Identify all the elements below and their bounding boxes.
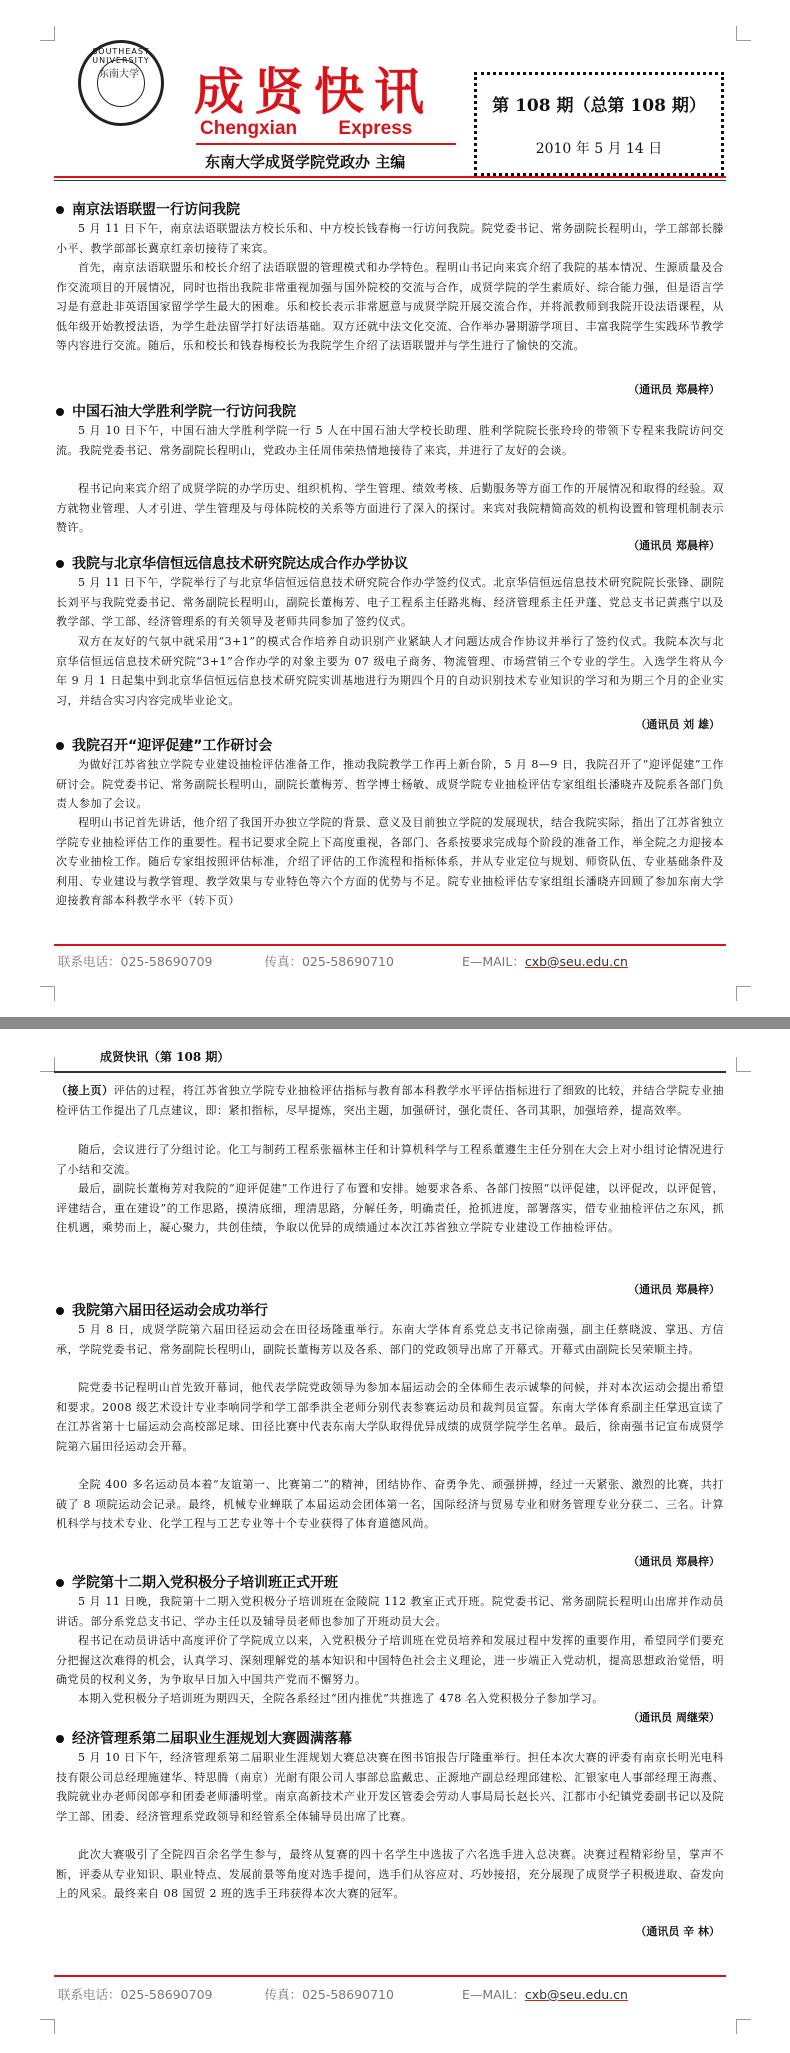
byline: （通讯员 郑晨梓） [628, 539, 720, 552]
issue-number: 第 108 期（总第 108 期） [492, 96, 706, 116]
article-paragraph: 首先，南京法语联盟乐和校长介绍了法语联盟的管理模式和办学特色。程明山书记向来宾介绍了我院的基本情况、生源质量及合作交流项目的开展情况，同时也指出我院非常重视加强与国外院校的交流与合作，成贤学院的学生素质好、综合能力强，但是语言学习是有意赴非英语国家留学学生最大的困难。乐和校长表示非常愿意与成贤学院开展交流合作，并将派教师到我院开设法语课程，从低年级开始教授法语，为学生赴法留学打好法语基础。双方还就中法文化交流、合作举办暑期游学项目、丰富我院学生实践环节教学等内容进行交流。随后，乐和校长和钱春梅校长为我院学生介绍了法语联盟并与学生进行了愉快的交流。 [56, 261, 724, 352]
article-paragraph: 5 月 11 日晚，我院第十二期入党积极分子培训班在金陵院 112 教室正式开班。院党委书记、常务副院长程明山出席并作动员讲话。部分系党总支书记、学办主任以及辅导员老师也参加了开班动员大会。 [56, 1595, 724, 1628]
margin-mark [736, 986, 751, 1001]
header-red-rule [54, 176, 726, 178]
seal-text: SOUTHEAST UNIVERSITY [92, 47, 150, 65]
footer-email-label: E—MAIL： [461, 954, 525, 969]
article-paragraph: 5 月 11 日下午，南京法语联盟法方校长乐和、中方校长钱春梅一行访问我院。院党委书记、常务副院长程明山，学工部部长滕小平、教学部部长冀京红亲切接待了来宾。 [56, 222, 724, 255]
header-rule [54, 1071, 726, 1073]
article-paragraph: 双方在友好的气氛中就采用“3+1”的模式合作培养自动识别产业紧缺人才问题达成合作协议并举行了签约仪式。我院本次与北京华信恒远信息技术研究院“3+1”合作办学的对象主要为 07 级电子商务、物流管理、市场营销三个专业的学生。入选学生将从今年 9 月 1 日起集中到北京华信恒远信息技术研究院实训基地进行为期四个月的自动识别技术专业知识的学习和为期三个月的企业实习，并结合实习内容完成毕业论文。 [56, 635, 724, 707]
article-paragraph: 此次大赛吸引了全院四百余名学生参与，最终从复赛的四十名学生中选拔了六名选手进入总决赛。决赛过程精彩纷呈，掌声不断，评委从专业知识、职业特点、发展前景等角度对选手提问，选手们从容应对、巧妙接招，充分展现了成贤学子积极进取、奋发向上的风采。最终来自 08 国贸 2 班的选手王玮获得本次大赛的冠军。 [56, 1848, 724, 1900]
footer-email-link[interactable]: cxb@seu.edu.cn [524, 1987, 628, 2002]
footer-red-rule [54, 944, 726, 946]
article-paragraph: （接上页）评估的过程，将江苏省独立学院专业抽检评估指标与教育部本科教学水平评估指标进行了细致的比较，并结合学院专业抽检评估工作提出了几点建议，即：紧扣指标，尽早提炼，突出主题，加强研讨，强化责任、各司其职，加强培养，提高效率。 [56, 1084, 725, 1117]
continued-label: （接上页） [56, 1084, 114, 1097]
article-title: 南京法语联盟一行访问我院 [56, 199, 240, 219]
article-paragraph: 程书记向来宾介绍了成贤学院的办学历史、组织机构、学生管理、绩效考核、后勤服务等方面工作的开展情况和取得的经验。双方就物业管理、人才引进、学生管理及与母体院校的关系等方面进行了深入的探讨。来宾对我院精简高效的机构设置和管理机制表示赞许。 [56, 482, 724, 534]
page-one [0, 0, 790, 1017]
byline: （通讯员 辛 林） [635, 1925, 720, 1938]
margin-mark [736, 26, 751, 41]
footer-phone: 联系电话：025-58690709 [58, 954, 213, 969]
footer-red-rule [54, 1975, 726, 1977]
masthead-title: 成贤快讯 [194, 63, 434, 121]
margin-mark [736, 1057, 751, 1072]
bullet-icon [56, 1307, 64, 1315]
bullet-icon [56, 408, 64, 416]
seal-cn-text: 东南大学 [99, 69, 139, 80]
margin-mark [40, 26, 55, 41]
margin-mark [40, 2019, 55, 2034]
footer-fax: 传真：025-58690710 [264, 954, 394, 969]
byline: （通讯员 周继荣） [628, 1711, 720, 1724]
university-seal-logo [78, 40, 164, 126]
article-paragraph: 院党委书记程明山首先致开幕词，他代表学院党政领导为参加本届运动会的全体师生表示诚挚的问候，并对本次运动会提出希望和要求。2008 级艺术设计专业李响同学和学工部季洪全老师分别代表参赛运动员和裁判员宣誓。东南大学体育系副主任掌迅宣读了在江苏省第十七届运动会高校部足球、田径比赛中代表东南大学队取得优异成绩的成贤学院学生名单。最后，徐南强书记宣布成贤学院第六届田径运动会开幕。 [56, 1381, 724, 1453]
article-paragraph: 程书记在动员讲话中高度评价了学院成立以来，入党积极分子培训班在党员培养和发展过程中发挥的重要作用，希望同学们要充分把握这次难得的机会，认真学习、深刻理解党的基本知识和中国特色社会主义理论，进一步端正入党动机，提高思想政治觉悟，明确党员的权利义务，为争取早日加入中国共产党而不懈努力。 [56, 1634, 724, 1686]
footer [58, 1985, 628, 2003]
byline: （通讯员 郑晨梓） [628, 1283, 720, 1296]
article-paragraph: 5 月 10 日下午，中国石油大学胜利学院一行 5 人在中国石油大学校长助理、胜利学院院长张玲玲的带领下专程来我院访问交流。我院党委书记、常务副院长程明山，党政办主任周伟荣热情地接待了来宾，并进行了友好的会谈。 [56, 424, 724, 457]
article-title: 中国石油大学胜利学院一行访问我院 [56, 401, 296, 421]
article-paragraph: 为做好江苏省独立学院专业建设抽检评估准备工作，推动我院教学工作再上新台阶，5 月 8—9 日，我院召开了“迎评促建”工作研讨会。院党委书记、常务副院长程明山，副院长董梅芳、哲学博士杨敏、成贤学院专业抽检评估专家组组长潘晓卉及院系各部门负责人参加了会议。 [56, 758, 724, 810]
page-two [0, 1029, 790, 2053]
byline: （通讯员 郑晨梓） [628, 1555, 720, 1568]
bullet-icon [56, 560, 64, 568]
article-paragraph: 5 月 8 日，成贤学院第六届田径运动会在田径场隆重举行。东南大学体育系党总支书记徐南强，副主任蔡晓波、掌迅、方信承，学院党委书记、常务副院长程明山，副院长董梅芳以及各系、部门的党政领导出席了开幕式。开幕式由副院长吴荣顺主持。 [56, 1323, 724, 1356]
margin-mark [40, 1057, 55, 1072]
bullet-icon [56, 1579, 64, 1587]
article-paragraph: 随后，会议进行了分组讨论。化工与制药工程系张福林主任和计算机科学与工程系董遵生主任分别在大会上对小组讨论情况进行了小结和交流。 [56, 1143, 724, 1176]
article-paragraph: 最后，副院长董梅芳对我院的“迎评促建”工作进行了布置和安排。她要求各系、各部门按照“以评促建，以评促改，以评促管，评建结合，重在建设”的工作思路，摸清底细，理清思路，分解任务，明确责任，抢抓进度，部署落实，借专业抽检评估之东风，抓住机遇，乘势而上，凝心聚力，共创佳绩，争取以优异的成绩通过本次江苏省独立学院专业建设工作抽检评估。 [56, 1182, 724, 1234]
bullet-icon [56, 206, 64, 214]
running-header: 成贤快讯（第 108 期） [100, 1050, 230, 1064]
header-black-rule [54, 180, 726, 181]
issue-date: 2010 年 5 月 14 日 [535, 141, 663, 157]
masthead-rule [196, 143, 456, 145]
footer [58, 952, 628, 970]
bullet-icon [56, 1735, 64, 1743]
margin-mark [736, 2019, 751, 2034]
article-paragraph: 5 月 11 日下午，学院举行了与北京华信恒远信息技术研究院合作办学签约仪式。北京华信恒远信息技术研究院院长张锋、副院长刘平与我院党委书记、常务副院长程明山，副院长董梅芳、电子工程系主任路兆梅、经济管理系主任尹蓬、党总支书记黄燕宁以及教学部、学工部、经济管理系的有关领导及老师共同参加了签约仪式。 [56, 576, 724, 628]
article-paragraph: 程明山书记首先讲话，他介绍了我国开办独立学院的背景、意义及目前独立学院的发展现状，结合我院实际，指出了江苏省独立学院专业抽检评估工作的重要性。程书记要求全院上下高度重视，各部门、各系按要求完成每个阶段的准备工作，举全院之力迎接本次专业抽检工作。随后专家组按照评估标准，介绍了评估的工作流程和指标体系，并从专业定位与规划、师资队伍、专业基础条件及利用、专业建设与教学管理、教学效果与专业特色等六个方面的优势与不足。院专业抽检评估专家组组长潘晓卉回顾了参加东南大学迎接教育部本科教学水平（转下页） [56, 816, 724, 907]
article-paragraph: 全院 400 多名运动员本着“友谊第一、比赛第二”的精神，团结协作、奋勇争先、顽强拼搏，经过一天紧张、激烈的比赛，共打破了 8 项院运动会记录。最终，机械专业蝉联了本届运动会团体第一名，国际经济与贸易专业和财务管理专业分获二、三名。计算机科学与技术专业、化学工程与工艺专业等十个专业获得了体育道德风尚。 [56, 1478, 724, 1530]
article-title: 我院召开“迎评促建”工作研讨会 [56, 735, 272, 755]
byline: （通讯员 郑晨梓） [628, 383, 720, 396]
article-title: 我院与北京华信恒远信息技术研究院达成合作办学协议 [56, 553, 408, 573]
masthead-editor: 东南大学成贤学院党政办 主编 [205, 153, 406, 171]
article-title: 我院第六届田径运动会成功举行 [56, 1300, 268, 1320]
issue-box [474, 72, 724, 176]
footer-fax: 传真：025-58690710 [264, 1987, 394, 2002]
article-title: 学院第十二期入党积极分子培训班正式开班 [56, 1572, 338, 1592]
article-paragraph: 5 月 10 日下午，经济管理系第二届职业生涯规划大赛总决赛在图书馆报告厅隆重举行。担任本次大赛的评委有南京长明光电科技有限公司总经理施建华、特思腾（南京）光耐有限公司人事部总监戴忠、正源地产副总经理邱建松、汇银家电人事部经理王海燕、我院就业办老师闵郎亭和团委老师潘明堂。南京高新技术产业开发区管委会劳动人事局局长赵长兴、江都市小纪镇党委副书记以及院学工部、团委、经济管理系党政领导和经管系全体辅导员出席了比赛。 [56, 1751, 724, 1823]
byline: （通讯员 刘 雄） [635, 718, 720, 731]
margin-mark [40, 986, 55, 1001]
article-title: 经济管理系第二届职业生涯规划大赛圆满落幕 [56, 1728, 352, 1748]
bullet-icon [56, 742, 64, 750]
footer-phone: 联系电话：025-58690709 [58, 1987, 213, 2002]
masthead-title-en: Chengxian Express [200, 118, 413, 139]
article-paragraph: 本期入党积极分子培训班为期四天，全院各系经过“团内推优”共推选了 478 名入党积极分子参加学习。 [78, 1692, 604, 1705]
footer-email-label: E—MAIL： [461, 1987, 525, 2002]
footer-email-link[interactable]: cxb@seu.edu.cn [524, 954, 628, 969]
